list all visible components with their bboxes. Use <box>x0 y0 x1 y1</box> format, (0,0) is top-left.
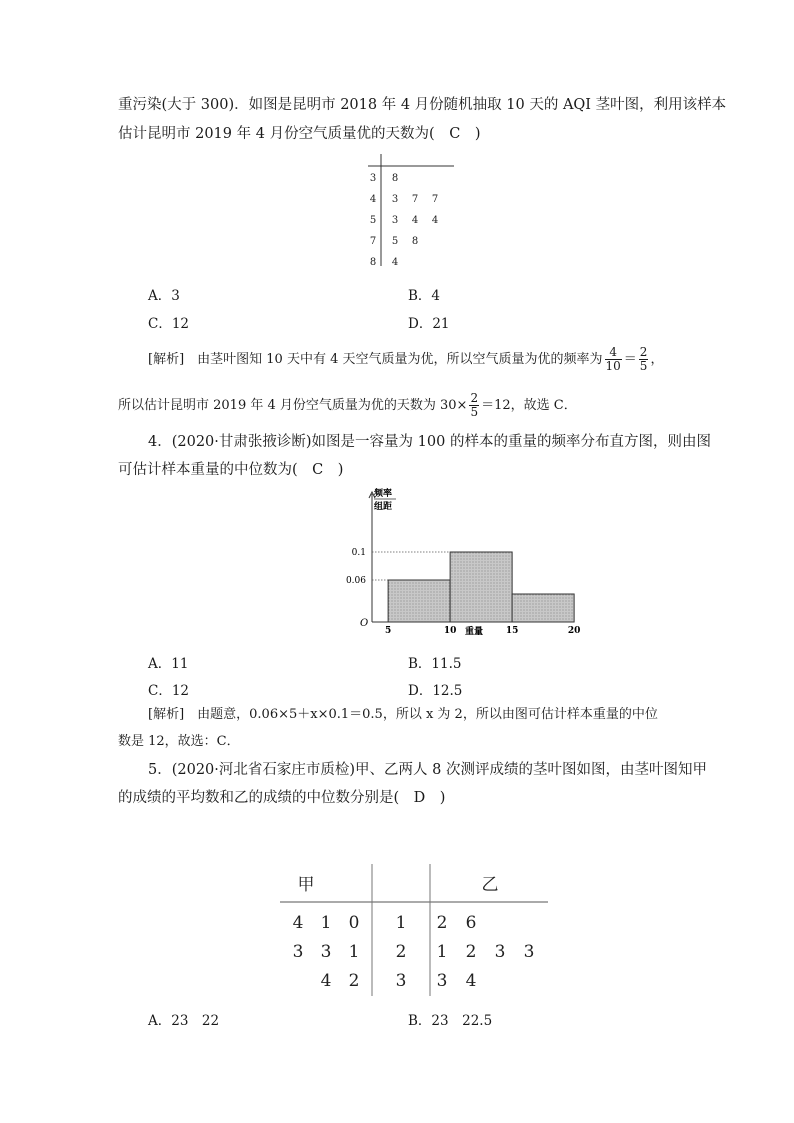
q3-analysis2-end: ＝12，故选 C． <box>481 398 577 413</box>
table-head-yi: 乙 <box>481 875 499 895</box>
left-leaf: 4 <box>292 913 304 933</box>
left-leaf: 1 <box>320 913 332 933</box>
q3-option-a[interactable]: A．3 <box>148 288 180 304</box>
q3-option-b[interactable]: B．4 <box>408 288 441 304</box>
table-head-jia: 甲 <box>297 875 315 895</box>
origin-label: O <box>360 618 369 629</box>
q4-option-b[interactable]: B．11.5 <box>408 656 462 672</box>
y-tick-label: 0.06 <box>345 576 366 586</box>
right-leaf: 3 <box>523 942 535 962</box>
q3-option-d[interactable]: D．21 <box>408 316 450 332</box>
q3-analysis2-text: 所以估计昆明市 2019 年 4 月份空气质量为优的天数为 30× <box>118 398 468 413</box>
x-tick-label: 15 <box>505 626 519 636</box>
q5-stem-leaf-table <box>270 860 560 1000</box>
q3-text-line1: 重污染(大于 300)．如图是昆明市 2018 年 4 月份随机抽取 10 天的 AQI 茎叶图，利用该样本 <box>118 97 727 113</box>
q5-option-a[interactable]: A．23 22 <box>148 1013 220 1029</box>
q3-analysis-line1 <box>148 346 663 373</box>
left-leaf: 1 <box>348 942 360 962</box>
q4-option-a[interactable]: A．11 <box>148 656 189 672</box>
x-tick-label: 5 <box>384 626 392 636</box>
leaf-value: 8 <box>391 173 399 184</box>
right-leaf: 2 <box>436 913 448 933</box>
q4-text-line1: 4．(2020·甘肃张掖诊断)如图是一容量为 100 的样本的重量的频率分布直方图，则由图 <box>148 434 711 450</box>
q4-option-d[interactable]: D．12.5 <box>408 683 463 699</box>
q3-stem-leaf-plot <box>360 150 460 270</box>
leaf-value: 4 <box>431 215 439 226</box>
frac-den: 10 <box>605 359 621 373</box>
x-tick-label: 20 <box>567 626 581 636</box>
leaf-value: 4 <box>391 257 399 268</box>
q3-analysis1-text: [解析] 由茎叶图知 10 天中有 4 天空气质量为优，所以空气质量为优的频率为 <box>148 352 603 367</box>
x-axis-label: 重量 <box>465 627 484 637</box>
leaf-value: 7 <box>431 194 439 205</box>
left-leaf: 0 <box>348 913 360 933</box>
q5-text-line1: 5．(2020·河北省石家庄市质检)甲、乙两人 8 次测评成绩的茎叶图如图，由茎叶图知甲 <box>148 762 707 778</box>
q4-analysis-line2: 数是 12，故选：C． <box>118 734 240 749</box>
histogram-bar <box>450 552 512 622</box>
y-label-top: 频率 <box>374 489 393 499</box>
stem-value: 8 <box>369 257 377 268</box>
fraction-2-5-b <box>469 392 479 419</box>
q3-analysis-line2 <box>118 392 577 419</box>
q3-text-line2: 估计昆明市 2019 年 4 月份空气质量优的天数为( C ) <box>118 126 481 142</box>
leaf-value: 3 <box>391 194 399 205</box>
leaf-value: 3 <box>391 215 399 226</box>
frac-den: 5 <box>639 359 648 373</box>
right-leaf: 1 <box>436 942 448 962</box>
frac-num: 4 <box>605 346 622 360</box>
y-label-bottom: 组距 <box>374 502 393 512</box>
frac-den: 5 <box>470 405 479 419</box>
fraction-4-10 <box>605 346 622 373</box>
q4-analysis-line1: [解析] 由题意，0.06×5＋x×0.1＝0.5，所以 x 为 2，所以由图可估计样本重量的中位 <box>148 707 658 722</box>
stem-value: 3 <box>369 173 377 184</box>
leaf-value: 8 <box>411 236 419 247</box>
right-leaf: 4 <box>465 971 477 991</box>
histogram-bar <box>388 580 450 622</box>
stem-value: 4 <box>369 194 377 205</box>
q4-option-c[interactable]: C．12 <box>148 683 190 699</box>
left-leaf: 2 <box>348 971 360 991</box>
frac-num: 2 <box>470 391 479 405</box>
q3-option-c[interactable]: C．12 <box>148 316 190 332</box>
fraction-2-5 <box>639 346 649 373</box>
q4-text-line2: 可估计样本重量的中位数为( C ) <box>118 462 344 478</box>
stem-value: 5 <box>369 215 377 226</box>
leaf-value: 7 <box>411 194 419 205</box>
histogram-bar <box>512 594 574 622</box>
left-leaf: 3 <box>292 942 304 962</box>
right-leaf: 6 <box>465 913 477 933</box>
frac-num: 2 <box>639 345 648 359</box>
stem-value: 2 <box>395 942 407 962</box>
stem-value: 1 <box>395 913 407 933</box>
stem-value: 3 <box>395 971 407 991</box>
y-tick-label: 0.1 <box>351 548 366 558</box>
stem-value: 7 <box>369 236 377 247</box>
left-leaf: 4 <box>320 971 332 991</box>
left-leaf: 3 <box>320 942 332 962</box>
q4-histogram <box>340 486 581 637</box>
leaf-value: 5 <box>391 236 399 247</box>
right-leaf: 3 <box>436 971 448 991</box>
x-tick-label: 10 <box>443 626 457 636</box>
right-leaf: 3 <box>494 942 506 962</box>
q5-option-b[interactable]: B．23 22.5 <box>408 1013 493 1029</box>
leaf-value: 4 <box>411 215 419 226</box>
equals-sign: ＝ <box>623 352 637 367</box>
right-leaf: 2 <box>465 942 477 962</box>
q5-text-line2: 的成绩的平均数和乙的成绩的中位数分别是( D ) <box>118 790 446 806</box>
comma: ， <box>650 352 664 367</box>
